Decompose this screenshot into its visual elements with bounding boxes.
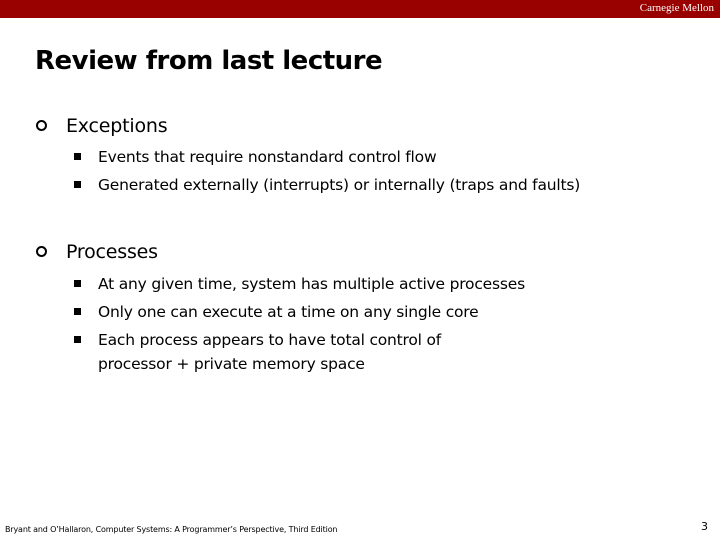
circle-bullet-icon xyxy=(36,246,47,257)
square-bullet-icon xyxy=(74,308,81,315)
slide-title: Review from last lecture xyxy=(35,46,383,76)
list-item-text: Only one can execute at a time on any single core xyxy=(98,303,479,321)
list-item-text: Each process appears to have total control of processor + private memory space xyxy=(98,331,442,373)
list-item-text: Events that require nonstandard control flow xyxy=(98,148,437,166)
brand-label: Carnegie Mellon xyxy=(639,2,714,14)
page-number: 3 xyxy=(701,520,708,533)
section-heading: Processes xyxy=(66,241,158,263)
square-bullet-icon xyxy=(74,153,81,160)
square-bullet-icon xyxy=(74,280,81,287)
list-item-text: Generated externally (interrupts) or internally (traps and faults) xyxy=(98,176,581,194)
header-bar xyxy=(0,0,720,18)
list-item-text: At any given time, system has multiple active processes xyxy=(98,275,525,293)
section-heading: Exceptions xyxy=(66,115,168,137)
footer-citation: Bryant and O’Hallaron, Computer Systems: A Programmer’s Perspective, Third Edition xyxy=(5,525,338,534)
circle-bullet-icon xyxy=(36,120,47,131)
square-bullet-icon xyxy=(74,181,81,188)
square-bullet-icon xyxy=(74,336,81,343)
